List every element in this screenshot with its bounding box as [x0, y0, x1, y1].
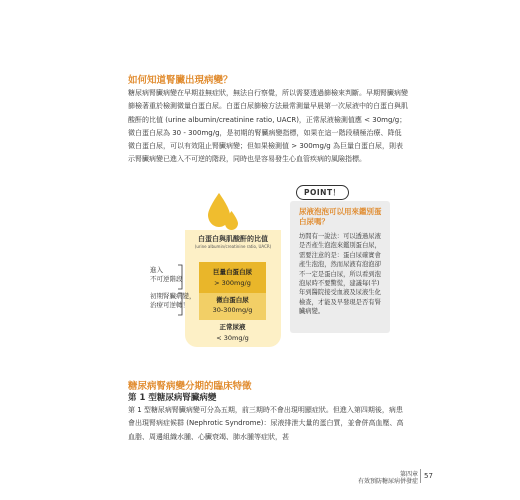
subheading-type1: 第 1 型糖尿病腎臟病變 [128, 393, 217, 403]
uacr-subtitle: (urine albumin/creatinine ratio, UACR) [194, 244, 272, 249]
page-number: 57 [424, 472, 433, 480]
band-value: 30-300mg/g [212, 306, 253, 314]
section-heading-kidney-lesion: 如何知道腎臟出現病變？ [128, 75, 233, 86]
stage-line: 進入 [150, 266, 163, 274]
stage-early-label [150, 292, 196, 310]
stage-line: 治療可逆轉！ [150, 301, 189, 309]
band-microalbuminuria [199, 293, 266, 320]
point-answer: 坊間有一說法：可以透過尿液是否產生泡泡來鑑別蛋白尿，需要注意的是：蛋白尿確實會產生泡泡，然而尿液有泡泡卻不一定是蛋白尿，所以看到泡泡尿時不要驚慌，建議每(半)年到醫院接受血液及尿液生化檢查，才能及早發現是否有腎臟病變。 [299, 233, 381, 316]
band-label: 正常尿液 [219, 323, 246, 331]
footer-divider [420, 469, 421, 483]
band-normal [199, 320, 266, 347]
band-label: 巨量白蛋白尿 [213, 268, 252, 276]
bracket-early [178, 292, 184, 316]
stage-line: 不可逆階段 [150, 275, 183, 283]
band-label: 微白蛋白尿 [216, 296, 249, 304]
footer-book-title: 有效預防糖尿病併發症 [358, 478, 419, 485]
section-heading-stages: 糖尿病腎病變分期的臨床特徵 [128, 381, 252, 392]
section-paragraph-type1: 第 1 型糖尿病腎臟病變可分為五期，前三期時不會出現明顯症狀。但進入第四期後，病患會出現腎病症候群 (Nephrotic Syndrome)：尿液排泄大量的蛋白質，並會併高血壓、高血脂、周邊組織水腫、心臟衰竭、肺水腫等症狀，甚 [128, 406, 404, 441]
section-paragraph-screening: 糖尿病腎臟病變在早期並無症狀，無法自行察覺，所以需要透過篩檢來判斷。早期腎臟病變篩檢著重於檢測微量白蛋白尿。白蛋白尿篩檢方法最常測量早晨第一次尿液中的白蛋白與肌酸酐的比值 (urine albumin/creatinine ratio, UACR)，正常尿液檢測值應 < 30mg/g；微白蛋白尿為 30 - 300mg/g，是初期的腎臟病變指標，如果在這一階段積極治療、降低微白蛋白尿，可以有效阻止腎臟病變；但如果檢測值 > 300mg/g 為巨量白蛋白尿，則表示腎臟病變已進入不可逆的階段，同時也是容易發生心血管疾病的風險指標。 [128, 89, 408, 164]
band-macroalbuminuria [199, 262, 266, 293]
stage-line: 初期腎臟病變， [150, 292, 196, 300]
footer-chapter: 第四章 [399, 471, 418, 478]
small-drop-icon [225, 211, 238, 230]
uacr-title: 白蛋白與肌酸酐的比值 [198, 235, 268, 243]
point-badge: POINT！ [296, 185, 349, 200]
bracket-irreversible [178, 264, 184, 290]
band-value: > 300mg/g [214, 279, 251, 287]
band-value: < 30mg/g [216, 334, 249, 342]
point-question: 尿液泡泡可以用來鑑別蛋白尿嗎？ [299, 207, 382, 226]
